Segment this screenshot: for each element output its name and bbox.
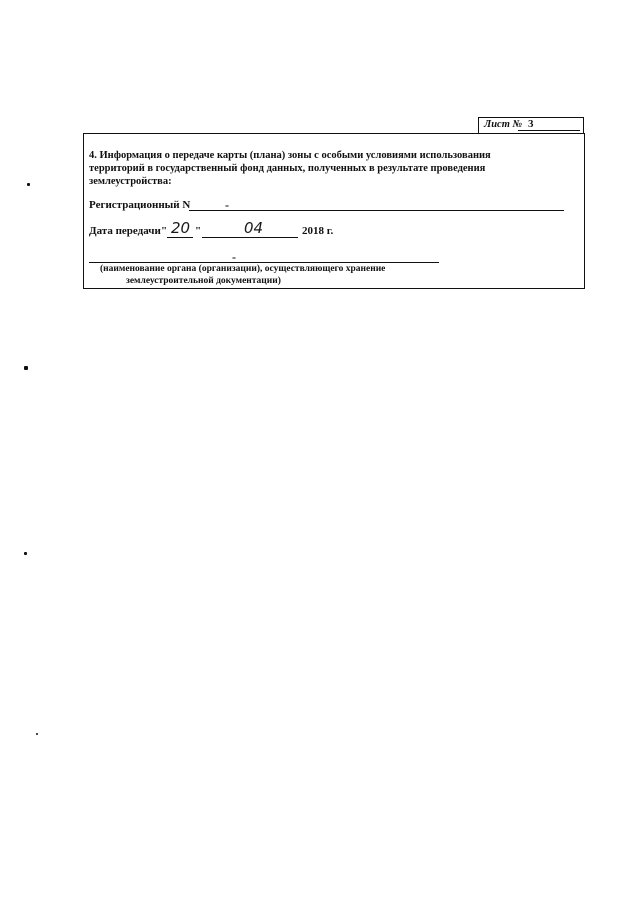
scan-speck <box>24 366 28 370</box>
scan-speck <box>36 733 38 735</box>
registration-value: - <box>225 198 229 212</box>
sheet-number: 3 <box>528 118 534 130</box>
registration-label: Регистрационный N <box>89 199 191 211</box>
sheet-label: Лист № <box>484 119 523 130</box>
quote-open: " <box>161 225 168 237</box>
day-line <box>167 237 193 238</box>
organization-caption <box>100 263 385 287</box>
section-heading <box>89 149 509 188</box>
sheet-number-line <box>518 130 580 131</box>
scan-speck <box>27 183 30 186</box>
month-line <box>202 237 298 238</box>
organization-caption-line: землеустроительной документации) <box>126 276 281 286</box>
registration-line <box>189 210 564 211</box>
transfer-month: 04 <box>244 219 264 237</box>
quote-close: " <box>195 225 202 237</box>
organization-value: - <box>232 250 236 264</box>
section-heading-line: 4. Информация о передаче карты (плана) зоны с особыми условиями использования <box>89 150 491 161</box>
transfer-year: 2018 г. <box>302 225 334 237</box>
transfer-day: 20 <box>171 219 191 237</box>
section-heading-line: территорий в государственный фонд данных, полученных в результате проведения <box>89 163 486 174</box>
transfer-date-label: Дата передачи <box>89 225 161 237</box>
section-heading-line: землеустройства: <box>89 176 172 187</box>
scan-speck <box>24 552 27 555</box>
organization-caption-line: (наименование органа (организации), осуществляющего хранение <box>100 264 386 274</box>
